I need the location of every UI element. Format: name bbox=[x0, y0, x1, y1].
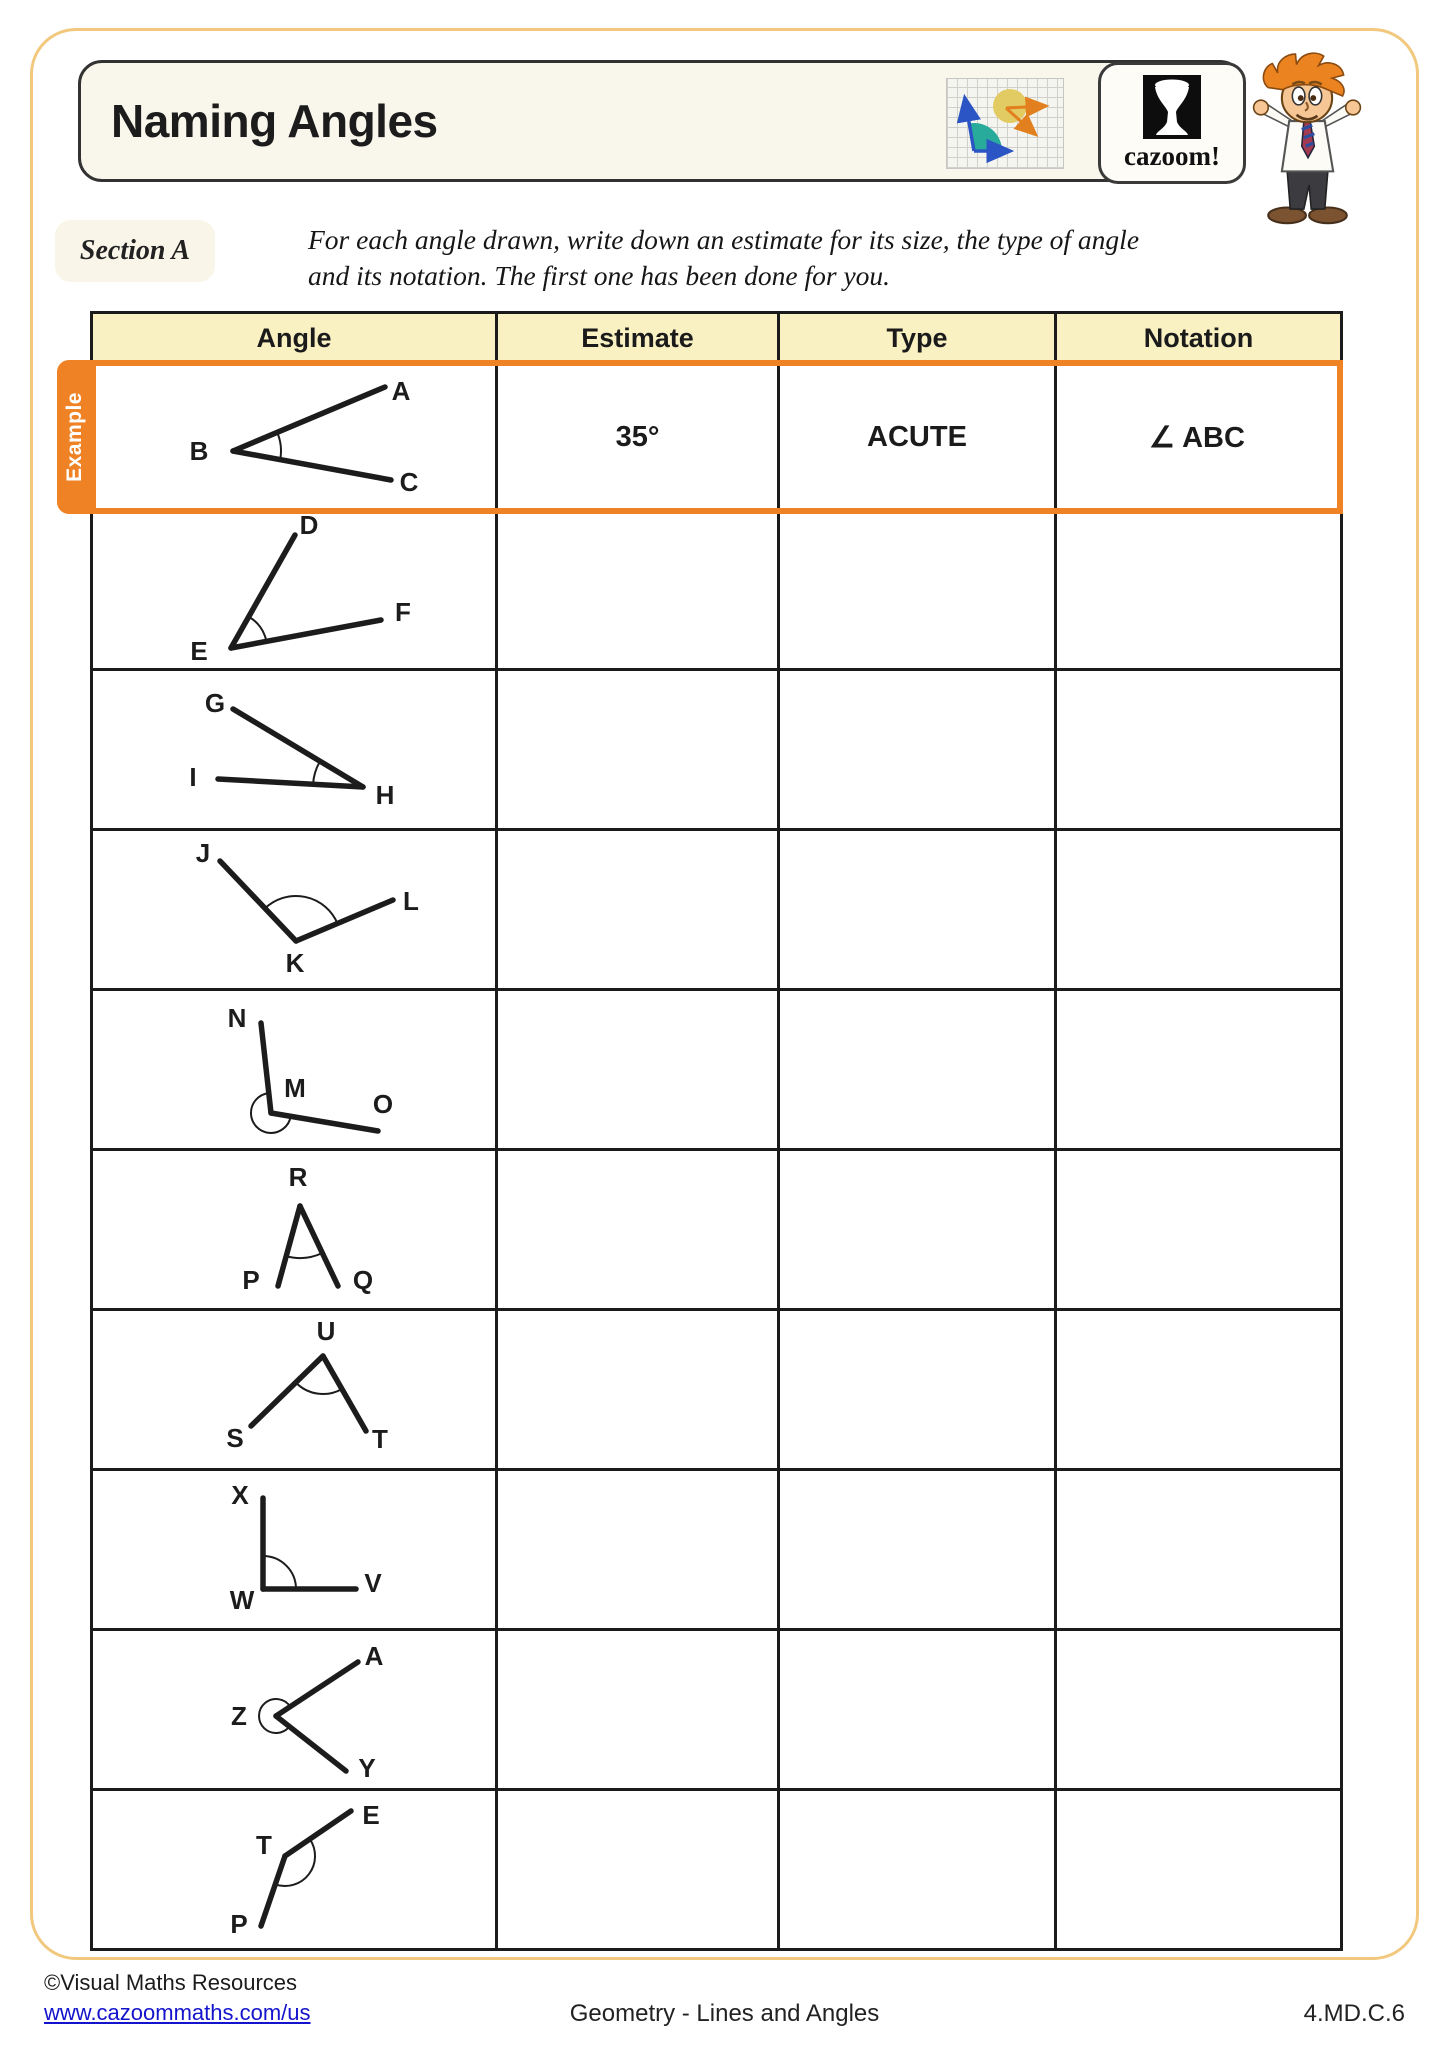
right-hand bbox=[1346, 100, 1361, 115]
point-label-B: B bbox=[189, 436, 209, 466]
point-label-J: J bbox=[195, 838, 211, 868]
angle-diagram-cell-RPQ bbox=[93, 1151, 498, 1308]
angle-ray bbox=[220, 861, 296, 941]
section-a-badge bbox=[55, 220, 215, 282]
angle-diagram-cell-ABC bbox=[93, 363, 498, 511]
instructions-text bbox=[308, 222, 1318, 294]
angle-arc-mark bbox=[313, 761, 320, 784]
estimate-cell-JKL bbox=[498, 831, 780, 988]
notation-cell-DEF bbox=[1057, 511, 1340, 668]
notation-cell-ABC: ∠ ABC bbox=[1057, 363, 1340, 511]
type-cell-RPQ bbox=[780, 1151, 1057, 1308]
brand-name: cazoom! bbox=[1124, 140, 1220, 171]
example-tab-label: Example bbox=[63, 392, 86, 482]
angle-diagram-cell-DEF bbox=[93, 511, 498, 668]
cazoom-logo bbox=[1098, 62, 1246, 184]
estimate-cell-NMO bbox=[498, 991, 780, 1148]
type-cell-JKL bbox=[780, 831, 1057, 988]
angle-ray bbox=[278, 1206, 300, 1286]
estimate-cell-AZY bbox=[498, 1631, 780, 1788]
point-label-G: G bbox=[204, 688, 226, 718]
angle-diagram bbox=[93, 363, 495, 511]
footer-topic: Geometry - Lines and Angles bbox=[569, 2000, 880, 2027]
point-label-O: O bbox=[372, 1089, 394, 1119]
angle-diagram-cell-GIH bbox=[93, 671, 498, 828]
type-cell-AZY bbox=[780, 1631, 1057, 1788]
angle-diagram-cell-AZY bbox=[93, 1631, 498, 1788]
table-body bbox=[63, 363, 1340, 1948]
point-label-S: S bbox=[226, 1423, 244, 1453]
column-header-type: Type bbox=[780, 314, 1057, 363]
point-label-Y: Y bbox=[358, 1753, 376, 1783]
footer-left bbox=[44, 1968, 311, 2028]
angle-diagram bbox=[93, 1631, 495, 1788]
footer-standard-code: 4.MD.C.6 bbox=[1303, 2000, 1405, 2027]
point-label-N: N bbox=[227, 1003, 247, 1033]
point-label-M: M bbox=[284, 1073, 306, 1103]
angle-diagram bbox=[93, 1471, 495, 1628]
notation-cell-UST bbox=[1057, 1311, 1340, 1468]
point-label-A: A bbox=[391, 376, 411, 406]
point-label-P: P bbox=[230, 1909, 248, 1939]
angle-arc-mark bbox=[296, 1383, 342, 1395]
table-header-row bbox=[93, 314, 1340, 363]
angle-row-RPQ bbox=[93, 1148, 1340, 1308]
angle-row-ETP bbox=[93, 1788, 1340, 1948]
point-label-T: T bbox=[256, 1830, 272, 1860]
point-label-V: V bbox=[364, 1568, 382, 1598]
notation-cell-ETP bbox=[1057, 1791, 1340, 1948]
notation-cell-JKL bbox=[1057, 831, 1340, 988]
notation-cell-AZY bbox=[1057, 1631, 1340, 1788]
angles-grid-icon bbox=[946, 78, 1064, 169]
point-label-Q: Q bbox=[352, 1265, 374, 1295]
point-label-H: H bbox=[375, 780, 395, 810]
point-label-F: F bbox=[395, 597, 411, 627]
angle-arc-mark bbox=[286, 1253, 322, 1258]
angle-row-DEF bbox=[93, 511, 1340, 668]
point-label-P: P bbox=[242, 1265, 260, 1295]
estimate-cell-RPQ bbox=[498, 1151, 780, 1308]
angle-row-GIH bbox=[93, 668, 1340, 828]
section-a-label: Section A bbox=[79, 235, 191, 266]
cazoommaths-link[interactable]: www.cazoommaths.com/us bbox=[44, 2000, 311, 2025]
point-label-W: W bbox=[229, 1585, 255, 1615]
type-cell-UST bbox=[780, 1311, 1057, 1468]
angle-ray bbox=[233, 387, 385, 451]
angle-arc-mark bbox=[249, 617, 267, 642]
angle-row-JKL bbox=[93, 828, 1340, 988]
angle-row-XWV bbox=[93, 1468, 1340, 1628]
point-label-D: D bbox=[299, 511, 319, 540]
worksheet-header bbox=[78, 60, 1244, 182]
type-cell-ETP bbox=[780, 1791, 1057, 1948]
angle-diagram bbox=[93, 831, 495, 988]
point-label-Z: Z bbox=[231, 1701, 247, 1731]
column-header-estimate: Estimate bbox=[498, 314, 780, 363]
angle-ray bbox=[233, 451, 391, 480]
notation-cell-NMO bbox=[1057, 991, 1340, 1148]
estimate-cell-XWV bbox=[498, 1471, 780, 1628]
angle-ray bbox=[296, 900, 393, 941]
angle-diagram-cell-UST bbox=[93, 1311, 498, 1468]
type-cell-DEF bbox=[780, 511, 1057, 668]
point-label-T: T bbox=[372, 1424, 388, 1454]
point-label-X: X bbox=[231, 1480, 249, 1510]
instructions-line-2: and its notation. The first one has been done for you. bbox=[308, 260, 891, 291]
point-label-A: A bbox=[364, 1641, 384, 1671]
point-label-C: C bbox=[399, 467, 419, 497]
pants bbox=[1287, 170, 1328, 209]
estimate-cell-GIH bbox=[498, 671, 780, 828]
example-tab bbox=[57, 360, 93, 514]
angle-row-UST bbox=[93, 1308, 1340, 1468]
angle-row-NMO bbox=[93, 988, 1340, 1148]
estimate-cell-ABC: 35° bbox=[498, 363, 780, 511]
point-label-K: K bbox=[285, 948, 305, 978]
angle-diagram-cell-JKL bbox=[93, 831, 498, 988]
point-label-E: E bbox=[362, 1800, 380, 1830]
angle-diagram-cell-XWV bbox=[93, 1471, 498, 1628]
angle-ray bbox=[276, 1662, 358, 1716]
column-header-angle: Angle bbox=[93, 314, 498, 363]
angle-diagram bbox=[93, 511, 495, 668]
angle-ray bbox=[261, 1023, 271, 1113]
type-cell-XWV bbox=[780, 1471, 1057, 1628]
mascot-character bbox=[1248, 52, 1366, 235]
angle-ray bbox=[233, 709, 363, 787]
point-label-I: I bbox=[189, 762, 197, 792]
type-cell-GIH bbox=[780, 671, 1057, 828]
angle-ray bbox=[300, 1206, 338, 1286]
angle-diagram bbox=[93, 1311, 495, 1468]
estimate-cell-ETP bbox=[498, 1791, 780, 1948]
point-label-E: E bbox=[190, 636, 208, 666]
example-row bbox=[63, 363, 1340, 511]
estimate-cell-DEF bbox=[498, 511, 780, 668]
page-title: Naming Angles bbox=[111, 95, 438, 147]
angle-ray bbox=[271, 1113, 378, 1131]
angle-diagram bbox=[93, 991, 495, 1148]
angle-diagram bbox=[93, 671, 495, 828]
angle-row-AZY bbox=[93, 1628, 1340, 1788]
angle-diagram bbox=[93, 1791, 495, 1948]
angle-ray bbox=[251, 1356, 323, 1426]
estimate-cell-UST bbox=[498, 1311, 780, 1468]
angle-diagram-cell-ETP bbox=[93, 1791, 498, 1948]
left-hand bbox=[1254, 100, 1269, 115]
djembe-drum-icon bbox=[1143, 75, 1201, 139]
point-label-L: L bbox=[403, 886, 419, 916]
column-header-notation: Notation bbox=[1143, 323, 1254, 353]
angle-ray bbox=[231, 620, 381, 648]
notation-cell-XWV bbox=[1057, 1471, 1340, 1628]
angle-arc-mark bbox=[277, 432, 281, 459]
angle-diagram-cell-NMO bbox=[93, 991, 498, 1148]
angle-arc-mark bbox=[263, 1556, 296, 1589]
notation-cell-RPQ bbox=[1057, 1151, 1340, 1308]
point-label-R: R bbox=[288, 1162, 308, 1192]
angle-ray bbox=[285, 1811, 351, 1856]
angle-diagram bbox=[93, 1151, 495, 1308]
type-cell-ABC: ACUTE bbox=[780, 363, 1057, 511]
instructions-line-1: For each angle drawn, write down an estimate for its size, the type of angle bbox=[308, 224, 1140, 255]
point-label-U: U bbox=[316, 1316, 336, 1346]
type-cell-NMO bbox=[780, 991, 1057, 1148]
notation-cell-GIH bbox=[1057, 671, 1340, 828]
angle-ray bbox=[218, 779, 363, 787]
angle-ray bbox=[276, 1716, 346, 1771]
angle-ray bbox=[261, 1856, 285, 1926]
angles-table bbox=[63, 311, 1343, 1951]
copyright-text: ©Visual Maths Resources bbox=[44, 1970, 298, 1995]
